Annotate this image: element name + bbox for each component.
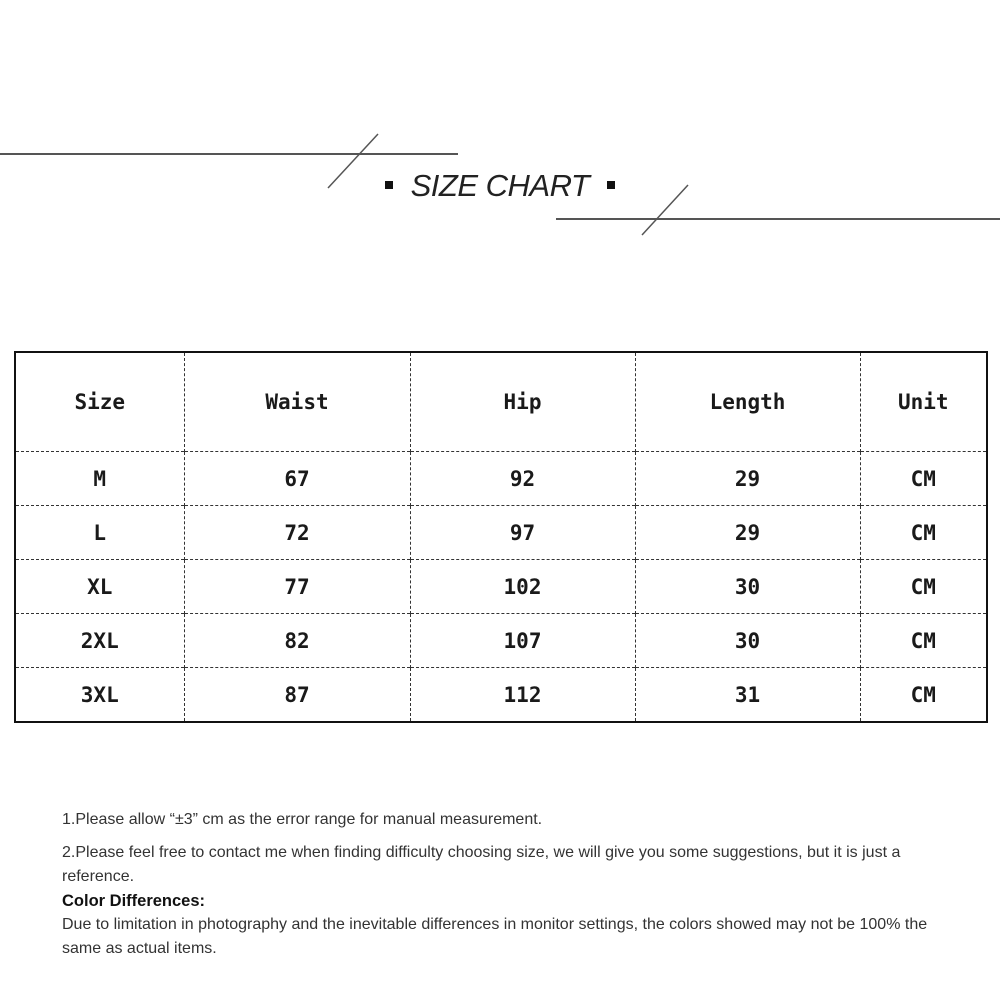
header-decoration — [0, 0, 1000, 260]
cell-length: 31 — [635, 668, 860, 723]
notes-section — [62, 808, 952, 961]
cell-size: M — [15, 452, 184, 506]
cell-unit: CM — [860, 452, 987, 506]
cell-waist: 72 — [184, 506, 410, 560]
cell-waist: 67 — [184, 452, 410, 506]
header-hip: Hip — [410, 352, 635, 452]
note-error-range: 1.Please allow “±3” cm as the error range for manual measurement. — [62, 811, 543, 828]
cell-size: 3XL — [15, 668, 184, 723]
cell-unit: CM — [860, 560, 987, 614]
table-row — [15, 668, 987, 723]
square-bullet-icon — [385, 181, 393, 189]
cell-waist: 77 — [184, 560, 410, 614]
color-differences-text: Due to limitation in photography and the inevitable differences in monitor settings, the colors showed may not be 100% the same as actual items. — [62, 916, 928, 957]
table-row — [15, 452, 987, 506]
cell-length: 30 — [635, 560, 860, 614]
cell-unit: CM — [860, 614, 987, 668]
table-header-row — [15, 352, 987, 452]
square-bullet-icon — [607, 181, 615, 189]
page-title — [0, 168, 1000, 204]
cell-waist: 87 — [184, 668, 410, 723]
cell-hip: 102 — [410, 560, 635, 614]
cell-hip: 107 — [410, 614, 635, 668]
header-waist: Waist — [184, 352, 410, 452]
size-table — [14, 351, 988, 723]
cell-length: 30 — [635, 614, 860, 668]
cell-size: 2XL — [15, 614, 184, 668]
cell-length: 29 — [635, 452, 860, 506]
cell-hip: 97 — [410, 506, 635, 560]
cell-waist: 82 — [184, 614, 410, 668]
cell-hip: 92 — [410, 452, 635, 506]
cell-hip: 112 — [410, 668, 635, 723]
note-contact: 2.Please feel free to contact me when finding difficulty choosing size, we will give you some suggestions, but it is just a reference. — [62, 844, 901, 885]
cell-size: L — [15, 506, 184, 560]
title-text: SIZE CHART — [410, 168, 590, 203]
table-row — [15, 614, 987, 668]
cell-unit: CM — [860, 668, 987, 723]
header-unit: Unit — [860, 352, 987, 452]
cell-unit: CM — [860, 506, 987, 560]
table-row — [15, 506, 987, 560]
color-differences-heading: Color Differences: — [62, 892, 206, 910]
cell-length: 29 — [635, 506, 860, 560]
header-length: Length — [635, 352, 860, 452]
cell-size: XL — [15, 560, 184, 614]
header-size: Size — [74, 390, 126, 414]
table-row — [15, 560, 987, 614]
